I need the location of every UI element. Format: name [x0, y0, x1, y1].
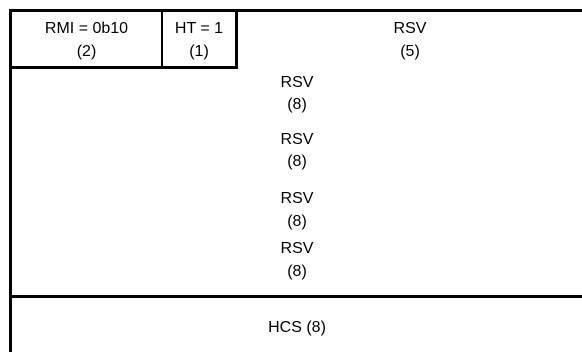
field-box-bottom	[9, 66, 238, 69]
rsv-row-4-name: RSV	[280, 240, 314, 257]
hcs-separator	[9, 295, 582, 298]
rsv-row-1-bits: (8)	[287, 96, 307, 113]
rsv-row-1-name: RSV	[280, 74, 314, 91]
rsv-row-2-name: RSV	[280, 131, 314, 148]
ht-field-bits: (1)	[189, 43, 209, 60]
rsv-row-2-bits: (8)	[287, 153, 307, 170]
rsv5-field-name: RSV	[393, 20, 427, 37]
rsv-row-3-name: RSV	[280, 190, 314, 207]
rsv5-field-bits: (5)	[400, 43, 420, 60]
outer-border-top	[9, 9, 582, 12]
ht-field-name: HT = 1	[174, 20, 224, 37]
rmi-field-name: RMI = 0b10	[44, 20, 129, 37]
rsv-row-3-bits: (8)	[287, 213, 307, 230]
hcs-field-label: HCS (8)	[268, 319, 326, 336]
rmi-field-bits: (2)	[76, 43, 97, 60]
rsv-row-4-bits: (8)	[287, 263, 307, 280]
